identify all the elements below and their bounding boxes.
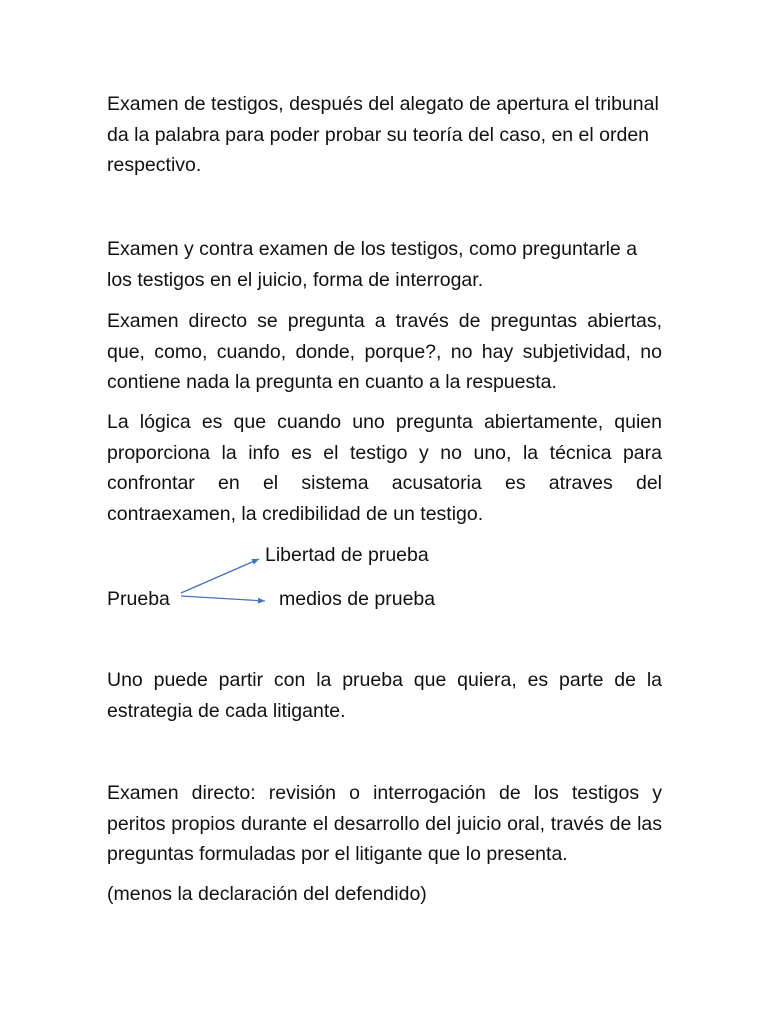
diagram-label-libertad-de-prueba: Libertad de prueba [265, 544, 429, 566]
paragraph-examen-de-testigos: Examen de testigos, después del alegato de apertura el tribunal da la palabra para poder probar su teoría del caso, en el orden respectivo. [107, 93, 659, 176]
diagram-label-medios-de-prueba: medios de prueba [279, 588, 436, 610]
paragraph-la-logica: La lógica es que cuando uno pregunta abiertamente, quien proporciona la info es el testigo y no uno, la técnica para confrontar en el sistema acusatoria es atraves del contraexamen, la credibilidad de un testigo. [107, 411, 662, 525]
arrow-to-medios-de-prueba [181, 596, 265, 601]
paragraph-examen-directo-preguntas: Examen directo se pregunta a través de preguntas abiertas, que, como, cuando, donde, porque?, no hay subjetividad, no contiene nada la pregunta en cuanto a la respuesta. [107, 310, 662, 393]
paragraph-uno-puede-partir: Uno puede partir con la prueba que quiera, es parte de la estrategia de cada litigante. [107, 669, 662, 722]
arrow-to-libertad-de-prueba [181, 559, 259, 593]
paragraph-examen-directo-definicion: Examen directo: revisión o interrogación de los testigos y peritos propios durante el desarrollo del juicio oral, través de las preguntas formuladas por el litigante que lo presenta. [107, 782, 662, 865]
paragraph-menos-la-declaracion: (menos la declaración del defendido) [107, 883, 427, 905]
diagram-label-prueba: Prueba [107, 588, 170, 610]
paragraph-examen-y-contra-examen: Examen y contra examen de los testigos, como preguntarle a los testigos en el juicio, forma de interrogar. [107, 238, 638, 291]
